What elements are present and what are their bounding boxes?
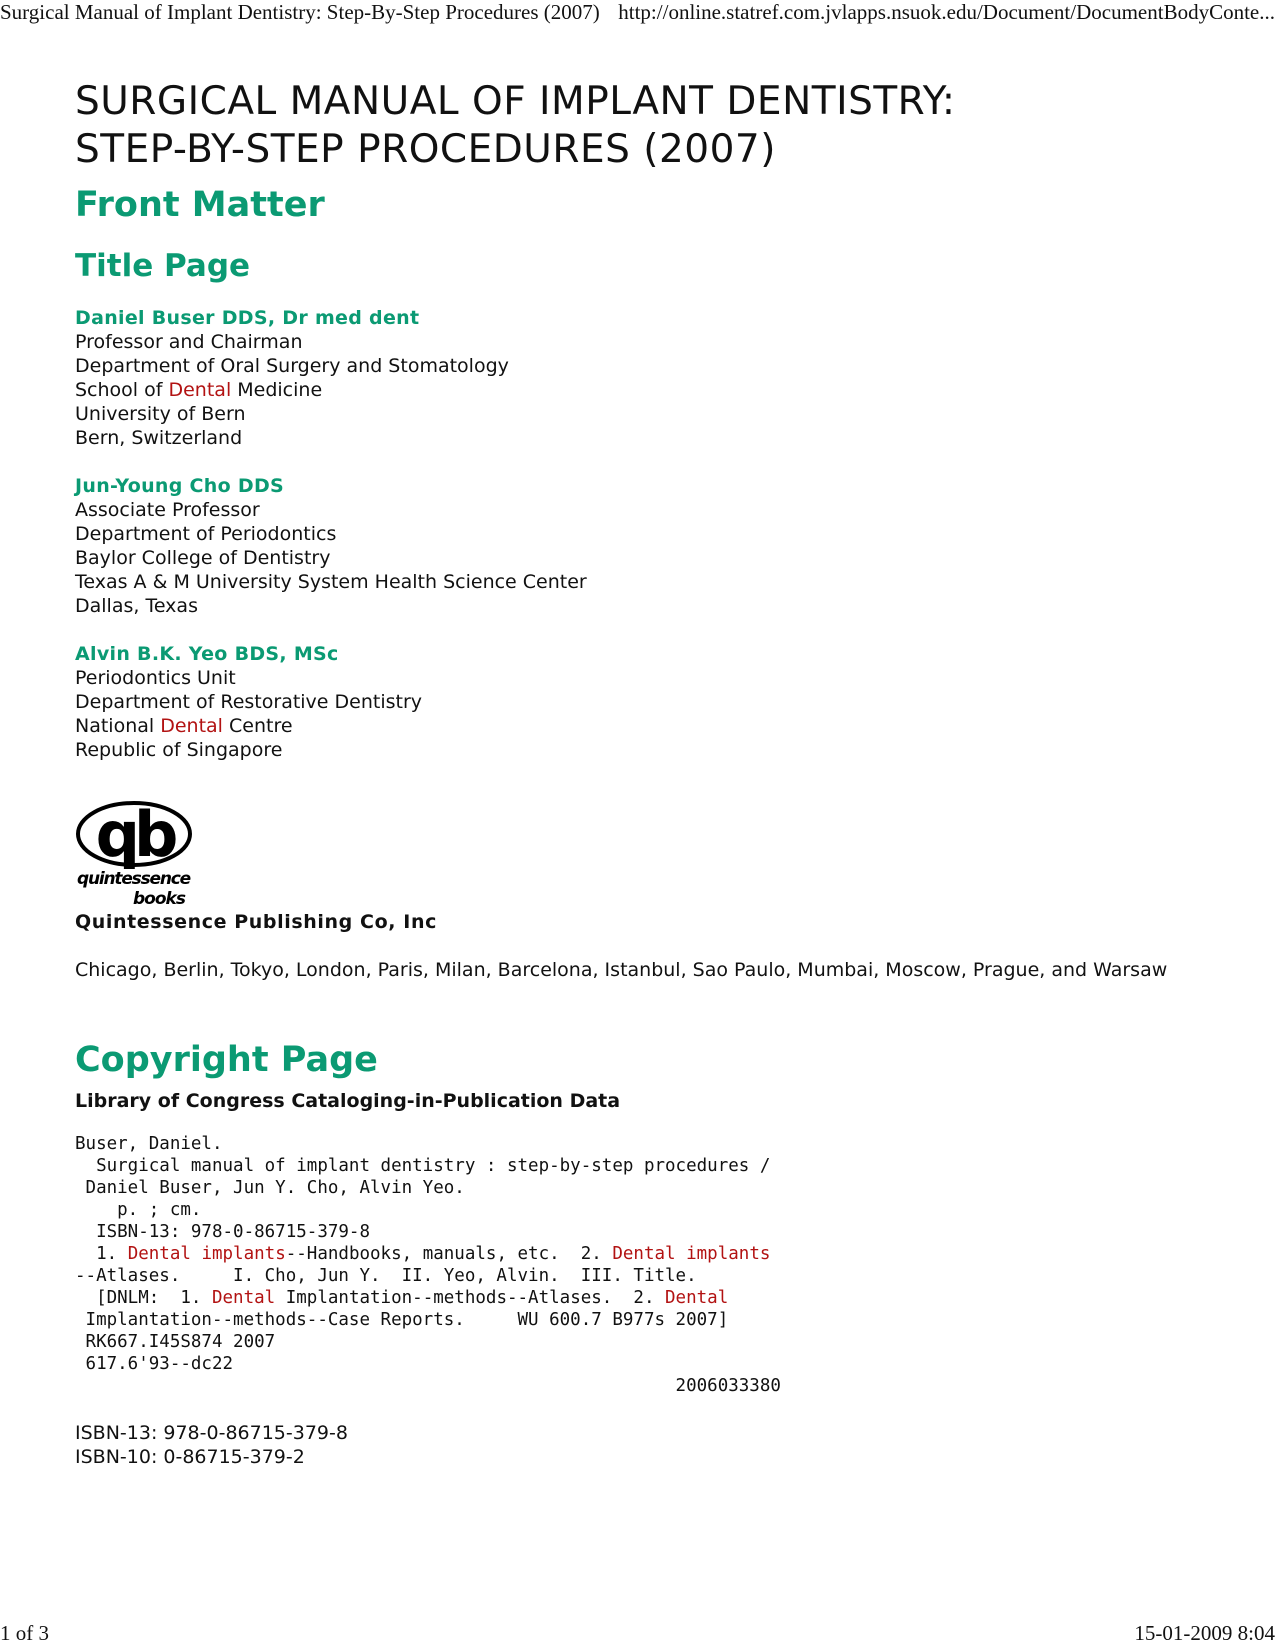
highlight-term: Dental: [168, 379, 232, 401]
highlight-term: Dental implants: [612, 1244, 771, 1264]
author-block-buser: [75, 306, 509, 450]
book-title-line-1: SURGICAL MANUAL OF IMPLANT DENTISTRY:: [75, 79, 956, 124]
svg-text:quintessence: quintessence: [77, 869, 190, 889]
highlight-term: Dental: [211, 1288, 276, 1308]
publisher-cities: Chicago, Berlin, Tokyo, London, Paris, Milan, Barcelona, Istanbul, Sao Paulo, Mumbai, Moscow, Prague, and Warsaw: [75, 959, 1168, 981]
author-line: Department of Restorative Dentistry: [75, 691, 423, 713]
loc-cataloging-heading: Library of Congress Cataloging-in-Publication Data: [75, 1090, 621, 1112]
cip-data-block: Buser, Daniel. Surgical manual of implant dentistry : step-by-step procedures / Daniel Buser, Jun Y. Cho, Alvin Yeo. p. ; cm. ISBN-13: 978-0-86715-379-8 1. Dental implants--Handbooks, manuals, etc. 2. Dental implants --Atlases. I. Cho, Jun Y. II. Yeo, Alvin. III. Title. [DNLM: 1. Dental Implantation--methods--Atlases. 2. Dental Implantation--methods--Case Reports. WU 600.7 B977s 2007] RK667.I45S874 2007 617.6'93--dc22 2006033380: [75, 1134, 781, 1396]
book-title-line-2: STEP-BY-STEP PROCEDURES (2007): [75, 127, 776, 172]
author-line: Baylor College of Dentistry: [75, 547, 331, 569]
author-line: Dallas, Texas: [75, 595, 198, 617]
author-line: Department of Periodontics: [75, 523, 337, 545]
svg-text:qb: qb: [95, 800, 173, 871]
header-page-title: Surgical Manual of Implant Dentistry: Step-By-Step Procedures (2007): [0, 0, 600, 24]
author-line: National Dental Centre: [75, 715, 293, 737]
author-line: Department of Oral Surgery and Stomatology: [75, 355, 509, 377]
author-name: Alvin B.K. Yeo BDS, MSc: [75, 643, 339, 665]
copyright-page-heading: Copyright Page: [75, 1040, 378, 1080]
author-block-cho: [75, 474, 587, 618]
author-name: Jun-Young Cho DDS: [75, 475, 285, 497]
page-count: 1 of 3: [0, 1621, 49, 1645]
publisher-name: Quintessence Publishing Co, Inc: [75, 911, 437, 933]
author-name: Daniel Buser DDS, Dr med dent: [75, 307, 420, 329]
print-footer: [0, 1621, 1275, 1651]
highlight-term: Dental implants: [127, 1244, 286, 1264]
author-block-yeo: [75, 642, 422, 762]
author-line: School of Dental Medicine: [75, 379, 323, 401]
isbn-13: ISBN-13: 978-0-86715-379-8: [75, 1422, 348, 1444]
author-line: Professor and Chairman: [75, 331, 303, 353]
author-line: University of Bern: [75, 403, 246, 425]
author-line: Republic of Singapore: [75, 739, 283, 761]
highlight-term: Dental: [665, 1288, 729, 1308]
author-line: Associate Professor: [75, 499, 260, 521]
quintessence-books-logo: [75, 800, 193, 908]
title-page-heading: Title Page: [75, 248, 251, 284]
book-title: [75, 78, 956, 174]
highlight-term: Dental: [160, 715, 223, 737]
author-line: Bern, Switzerland: [75, 427, 243, 449]
print-timestamp: 15-01-2009 8:04: [1134, 1621, 1275, 1645]
front-matter-heading: Front Matter: [75, 185, 325, 225]
svg-text:books: books: [133, 889, 185, 908]
isbn-10: ISBN-10: 0-86715-379-2: [75, 1446, 305, 1468]
author-line: Texas A & M University System Health Science Center: [75, 571, 587, 593]
header-url: http://online.statref.com.jvlapps.nsuok.edu/Document/DocumentBodyConte...: [618, 0, 1275, 24]
print-header: [0, 0, 1275, 28]
author-line: Periodontics Unit: [75, 667, 236, 689]
